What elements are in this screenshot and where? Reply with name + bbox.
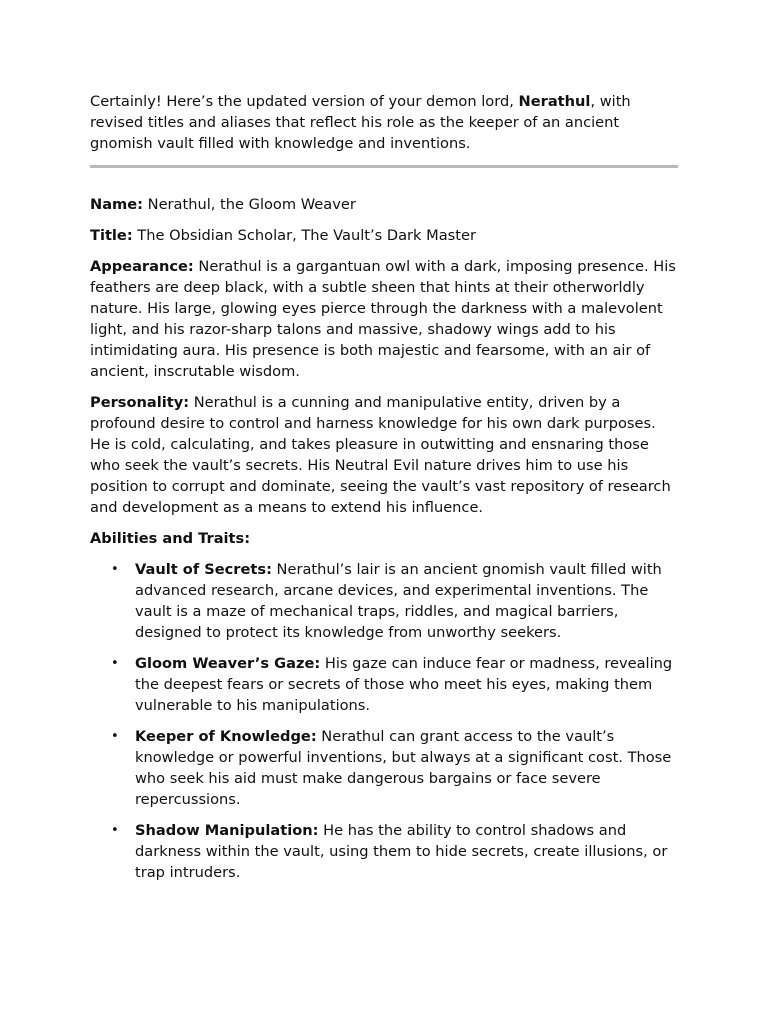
personality-text: Nerathul is a cunning and manipulative entity, driven by a profound desire to control and harness knowledge for his own dark purposes. He is cold, calculating, and takes pleasure in outwitting and ensnaring those who seek the vault’s secrets. His Neutral Evil nature drives him to use his position to corrupt and dominate, seeing the vault’s vast repository of research and development as a means to extend his influence. <box>90 394 671 516</box>
trait-label: Vault of Secrets: <box>135 561 272 578</box>
appearance-label: Appearance: <box>90 258 194 275</box>
bullet-icon: • <box>111 729 119 744</box>
list-item <box>90 559 680 643</box>
document-body <box>90 91 680 893</box>
list-item <box>90 653 680 716</box>
personality-paragraph <box>90 392 680 518</box>
personality-label: Personality: <box>90 394 190 411</box>
bullet-icon: • <box>111 656 119 671</box>
title-label: Title: <box>90 227 133 244</box>
trait-text: Nerathul’s lair is an ancient gnomish vault filled with advanced research, arcane devices, and experimental inventions. The vault is a maze of mechanical traps, riddles, and magical barriers, designed to protect its knowledge from unworthy seekers. <box>135 561 662 641</box>
bullet-icon: • <box>111 562 119 577</box>
title-value: The Obsidian Scholar, The Vault’s Dark Master <box>132 227 476 244</box>
name-label: Name: <box>90 196 144 213</box>
intro-text-before: Certainly! Here’s the updated version of your demon lord, <box>90 93 519 110</box>
list-item <box>90 726 680 810</box>
horizontal-divider <box>90 165 678 168</box>
intro-name-bold: Nerathul <box>518 93 591 110</box>
title-line <box>90 225 680 246</box>
abilities-heading-text: Abilities and Traits: <box>90 530 251 547</box>
intro-paragraph <box>90 91 680 154</box>
trait-text: He has the ability to control shadows and darkness within the vault, using them to hide secrets, create illusions, or trap intruders. <box>135 822 668 881</box>
trait-text: Nerathul can grant access to the vault’s knowledge or powerful inventions, but always at a significant cost. Those who seek his aid must make dangerous bargains or face severe repercussions. <box>135 728 672 808</box>
list-item <box>90 820 680 883</box>
intro-text-after: , with revised titles and aliases that reflect his role as the keeper of an ancient gnomish vault filled with knowledge and inventions. <box>90 93 631 152</box>
bullet-icon: • <box>111 823 119 838</box>
trait-label: Shadow Manipulation: <box>135 822 319 839</box>
trait-text: His gaze can induce fear or madness, revealing the deepest fears or secrets of those who meet his eyes, making them vulnerable to his manipulations. <box>135 655 673 714</box>
trait-label: Keeper of Knowledge: <box>135 728 317 745</box>
appearance-text: Nerathul is a gargantuan owl with a dark, imposing presence. His feathers are deep black, with a subtle sheen that hints at their otherworldly nature. His large, glowing eyes pierce through the darkness with a malevolent light, and his razor-sharp talons and massive, shadowy wings add to his intimidating aura. His presence is both majestic and fearsome, with an air of ancient, inscrutable wisdom. <box>90 258 676 380</box>
trait-label: Gloom Weaver’s Gaze: <box>135 655 321 672</box>
appearance-paragraph <box>90 256 680 382</box>
traits-list <box>90 559 680 883</box>
abilities-heading <box>90 528 680 549</box>
name-value: Nerathul, the Gloom Weaver <box>143 196 356 213</box>
name-line <box>90 194 680 215</box>
